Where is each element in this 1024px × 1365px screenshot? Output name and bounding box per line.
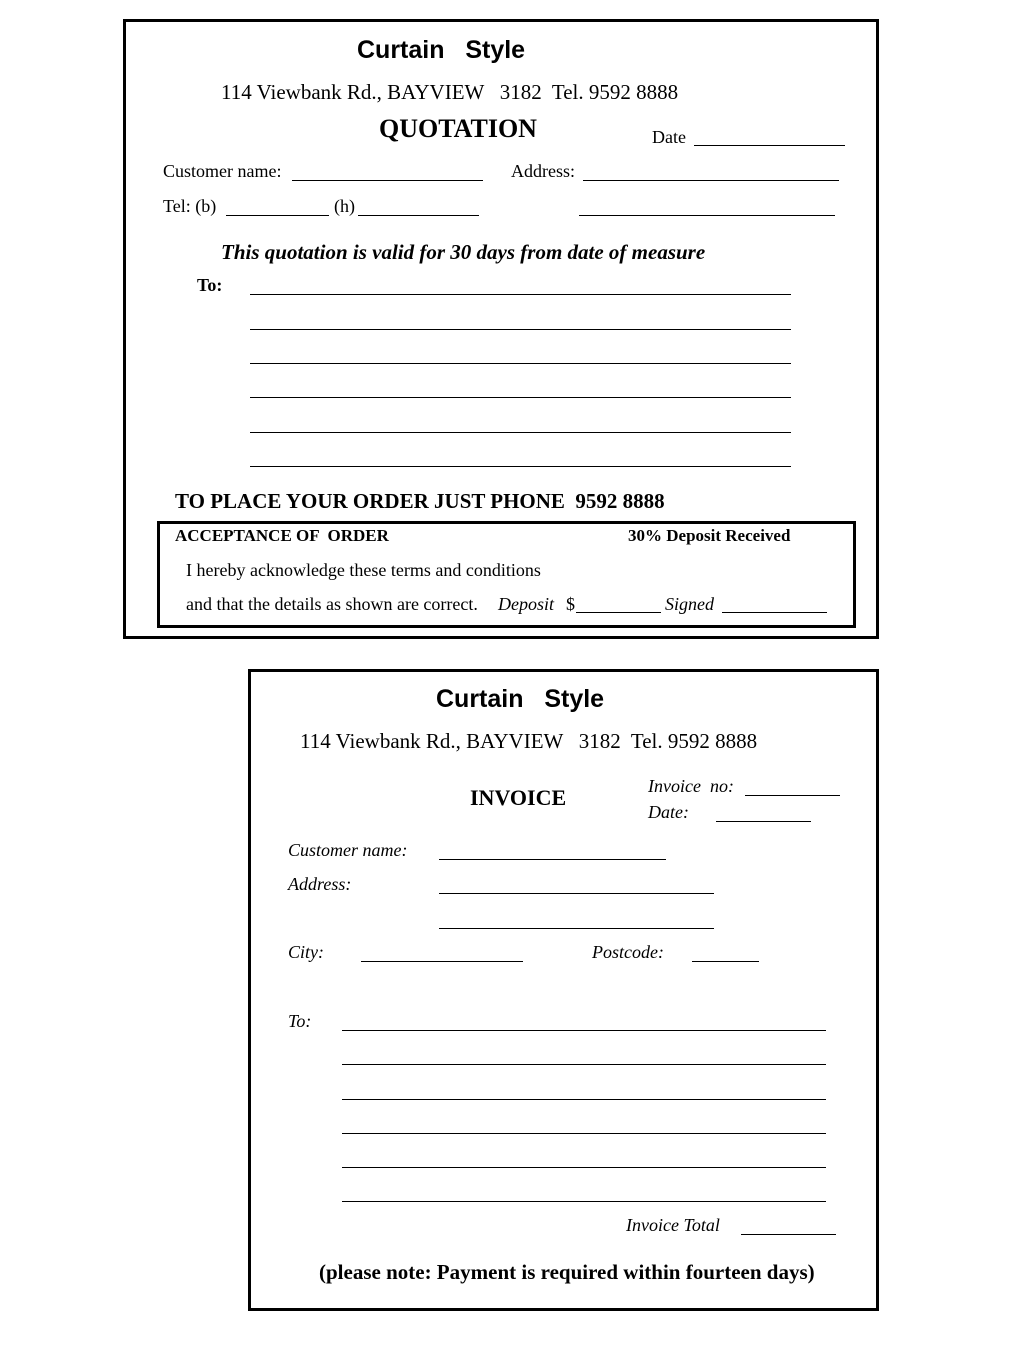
acceptance-heading: ACCEPTANCE OF ORDER bbox=[175, 526, 389, 545]
invoice-payment-note: (please note: Payment is required within fourteen days) bbox=[319, 1260, 815, 1284]
invoice-address-field-2[interactable] bbox=[439, 928, 714, 929]
signature-field[interactable] bbox=[722, 612, 827, 613]
quotation-to-label: To: bbox=[197, 275, 223, 295]
deposit-dollar-sign: $ bbox=[566, 594, 575, 614]
invoice-to-label: To: bbox=[288, 1011, 312, 1031]
invoice-date-field[interactable] bbox=[716, 821, 811, 822]
quotation-address-field-2[interactable] bbox=[579, 215, 835, 216]
quotation-date-field[interactable] bbox=[694, 145, 845, 146]
invoice-total-label: Invoice Total bbox=[626, 1215, 720, 1235]
deposit-label: Deposit bbox=[498, 594, 554, 614]
invoice-total-field[interactable] bbox=[741, 1234, 836, 1235]
invoice-number-label: Invoice no: bbox=[648, 776, 734, 796]
quotation-address-label: Address: bbox=[511, 161, 575, 181]
quotation-date-label: Date bbox=[652, 127, 686, 147]
quotation-tel-b-label: Tel: (b) bbox=[163, 196, 217, 216]
invoice-postcode-field[interactable] bbox=[692, 961, 759, 962]
quotation-customer-name-field[interactable] bbox=[292, 180, 483, 181]
invoice-to-line-1[interactable] bbox=[342, 1030, 826, 1031]
invoice-to-line-3[interactable] bbox=[342, 1099, 826, 1100]
deposit-amount-field[interactable] bbox=[576, 612, 661, 613]
deposit-received-label: 30% Deposit Received bbox=[628, 526, 791, 545]
quotation-to-line-3[interactable] bbox=[250, 363, 791, 364]
acceptance-terms-line-2: and that the details as shown are correct. bbox=[186, 594, 478, 614]
invoice-to-line-2[interactable] bbox=[342, 1064, 826, 1065]
quotation-to-line-5[interactable] bbox=[250, 432, 791, 433]
quotation-customer-name-label: Customer name: bbox=[163, 161, 282, 181]
invoice-address-label: Address: bbox=[288, 874, 352, 894]
quotation-address-line: 114 Viewbank Rd., BAYVIEW 3182 Tel. 9592 8888 bbox=[221, 80, 679, 104]
invoice-customer-name-field[interactable] bbox=[439, 859, 666, 860]
quotation-business-name: Curtain Style bbox=[357, 36, 526, 64]
invoice-to-line-6[interactable] bbox=[342, 1201, 826, 1202]
invoice-customer-name-label: Customer name: bbox=[288, 840, 408, 860]
quotation-tel-b-field[interactable] bbox=[226, 215, 329, 216]
quotation-validity-note: This quotation is valid for 30 days from date of measure bbox=[221, 240, 706, 264]
signed-label: Signed bbox=[665, 594, 714, 614]
invoice-city-field[interactable] bbox=[361, 961, 523, 962]
invoice-city-label: City: bbox=[288, 942, 324, 962]
invoice-address-line: 114 Viewbank Rd., BAYVIEW 3182 Tel. 9592 8888 bbox=[300, 729, 758, 753]
invoice-form bbox=[248, 669, 879, 1311]
invoice-number-field[interactable] bbox=[745, 795, 840, 796]
invoice-business-name: Curtain Style bbox=[436, 685, 605, 713]
acceptance-terms-line-1: I hereby acknowledge these terms and conditions bbox=[186, 560, 541, 580]
quotation-to-line-2[interactable] bbox=[250, 329, 791, 330]
invoice-to-line-5[interactable] bbox=[342, 1167, 826, 1168]
invoice-title: INVOICE bbox=[470, 785, 567, 810]
quotation-to-line-4[interactable] bbox=[250, 397, 791, 398]
quotation-title: QUOTATION bbox=[379, 114, 537, 143]
invoice-to-line-4[interactable] bbox=[342, 1133, 826, 1134]
quotation-to-line-6[interactable] bbox=[250, 466, 791, 467]
quotation-to-line-1[interactable] bbox=[250, 294, 791, 295]
quotation-tel-h-label: (h) bbox=[334, 196, 355, 216]
invoice-date-label: Date: bbox=[648, 802, 689, 822]
invoice-address-field-1[interactable] bbox=[439, 893, 714, 894]
quotation-address-field[interactable] bbox=[583, 180, 839, 181]
quotation-tel-h-field[interactable] bbox=[358, 215, 479, 216]
quotation-order-phone: TO PLACE YOUR ORDER JUST PHONE 9592 8888 bbox=[175, 489, 665, 513]
invoice-postcode-label: Postcode: bbox=[592, 942, 664, 962]
